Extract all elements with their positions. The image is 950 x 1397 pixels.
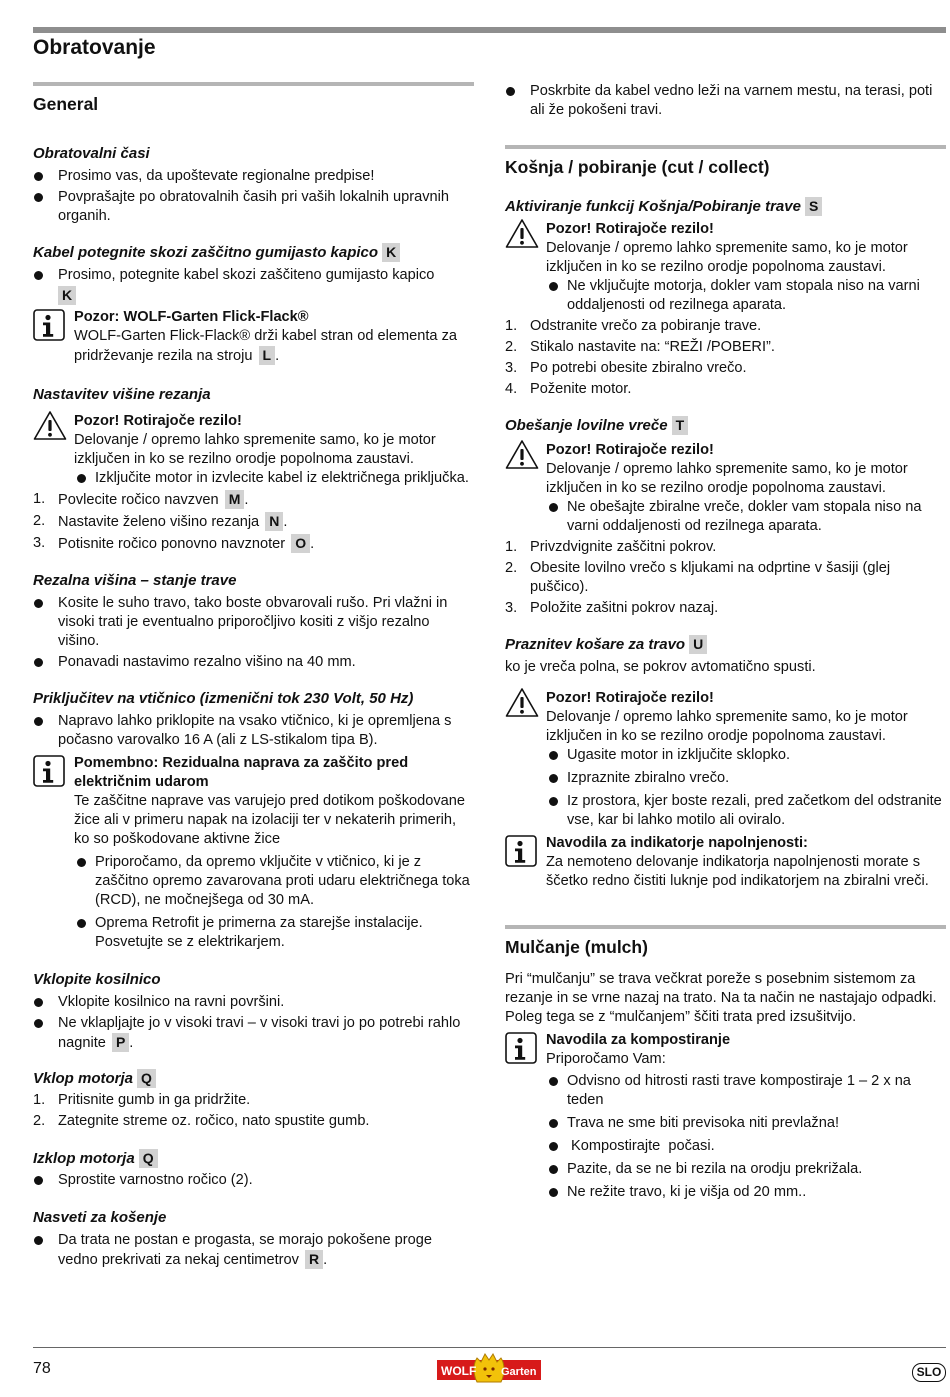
numbered-steps bbox=[505, 317, 946, 399]
bullet-list bbox=[33, 1171, 474, 1190]
warning-text: Delovanje / opremo lahko spremenite samo, ko je motor izključen in ko se rezilno orodje popolnoma zaustavi. bbox=[546, 461, 908, 496]
figure-ref-badge: O bbox=[291, 534, 310, 553]
subheading-grass-condition: Rezalna višina – stanje trave bbox=[33, 572, 237, 589]
warning-rotating-blade bbox=[33, 412, 474, 488]
punctuation: . bbox=[129, 1035, 134, 1051]
info-note-fill-indicator bbox=[505, 834, 946, 891]
step-number: 2. bbox=[505, 339, 518, 355]
list-item-text: Ne vklapljajte jo v visoki travi – v visoki travi jo po potrebi rahlo nagnite bbox=[58, 1015, 461, 1051]
warning-rotating-blade bbox=[505, 220, 946, 315]
figure-ref-badge: Q bbox=[137, 1069, 156, 1088]
warning-icon bbox=[505, 687, 539, 718]
section-heading-mulch: Mulčanje (mulch) bbox=[505, 925, 946, 958]
step-item bbox=[505, 538, 946, 557]
figure-ref-badge: K bbox=[58, 286, 76, 305]
list-item: Kosite le suho travo, tako boste obvarovali rušo. Pri vlažni in visoki trati je eventualno priporočljivo kositi z višjo rezalno višino. bbox=[33, 594, 474, 651]
subheading-activate-collect bbox=[505, 197, 946, 217]
subheading-cutting-height: Nastavitev višine rezanja bbox=[33, 386, 211, 403]
punctuation: . bbox=[323, 1252, 328, 1268]
note-text: Za nemoteno delovanje indikatorja napolnjenosti morate s ščetko redno čistiti luknje pod indikatorjem na zbiralni vreči. bbox=[546, 854, 929, 889]
language-badge: SLO bbox=[912, 1363, 946, 1382]
note-title: Navodila za kompostiranje bbox=[546, 1032, 731, 1048]
list-item: Ne vključujte motorja, dokler vam stopala niso na varni oddaljenosti od rezilnega aparata. bbox=[546, 277, 946, 315]
step-text: Poženite motor. bbox=[530, 381, 632, 397]
note-title: Navodila za indikatorje napolnjenosti: bbox=[546, 835, 808, 851]
list-item: Ugasite motor in izključite sklopko. bbox=[546, 746, 946, 765]
left-column bbox=[33, 82, 474, 1272]
warning-text: Delovanje / opremo lahko spremenite samo, ko je motor izključen in ko se rezilno orodje popolnoma zaustavi. bbox=[546, 240, 908, 275]
step-text: Obesite lovilno vrečo s kljukami na odprtine v šasiji (glej puščico). bbox=[530, 560, 891, 595]
step-number: 1. bbox=[505, 318, 518, 334]
bullet-list bbox=[505, 82, 946, 120]
bullet-list bbox=[546, 277, 946, 315]
subheading-text: Praznitev košare za travo bbox=[505, 636, 686, 653]
step-number: 3. bbox=[505, 600, 518, 616]
footer-rule bbox=[33, 1347, 946, 1348]
numbered-steps bbox=[33, 490, 474, 554]
warning-rotating-blade bbox=[505, 689, 946, 830]
list-item bbox=[33, 1231, 474, 1270]
info-note-rcd bbox=[33, 754, 474, 952]
punctuation: . bbox=[310, 536, 315, 552]
list-item: Priporočamo, da opremo vključite v vtičnico, ki je z zaščitno opremo zavarovana proti udaru električnega toka (RCD), ne močnejšega od 30 mA. bbox=[74, 853, 474, 910]
step-item bbox=[33, 1112, 474, 1131]
figure-ref-badge: T bbox=[672, 416, 689, 435]
step-text: Stikalo nastavite na: “REŽI /POBERI”. bbox=[530, 339, 775, 355]
list-item: Pazite, da se ne bi rezila na orodju prekrižala. bbox=[546, 1160, 946, 1179]
bullet-list bbox=[33, 594, 474, 672]
note-text: Priporočamo Vam: bbox=[546, 1051, 666, 1067]
step-item bbox=[33, 512, 474, 532]
page-title: Obratovanje bbox=[33, 36, 156, 59]
figure-ref-badge: R bbox=[305, 1250, 323, 1269]
step-item bbox=[505, 359, 946, 378]
warning-title: Pozor! Rotirajoče rezilo! bbox=[74, 413, 242, 429]
subheading-switch-on-mower: Vklopite kosilnico bbox=[33, 971, 161, 988]
section-heading-cut-collect: Košnja / pobiranje (cut / collect) bbox=[505, 145, 946, 178]
bullet-list bbox=[74, 469, 474, 488]
subheading-engine-off bbox=[33, 1149, 474, 1169]
section-heading-general: General bbox=[33, 82, 474, 115]
step-number: 1. bbox=[33, 1092, 46, 1108]
step-item bbox=[505, 380, 946, 399]
step-text: Odstranite vrečo za pobiranje trave. bbox=[530, 318, 762, 334]
step-item bbox=[33, 490, 474, 510]
list-item: Trava ne sme biti previsoka niti prevlažna! bbox=[546, 1114, 946, 1133]
info-icon bbox=[33, 755, 65, 787]
info-note-composting bbox=[505, 1031, 946, 1202]
paragraph: Pri “mulčanju” se trava večkrat poreže s posebnim sistemom za rezanje in se vrne nazaj na trato. Na ta način ne nastajajo odpadki. Poleg tega se z “mulčanjem” ščiti trata pred izsušitvijo. bbox=[505, 971, 937, 1025]
list-item: Izpraznite zbiralno vrečo. bbox=[546, 769, 946, 788]
warning-icon bbox=[505, 439, 539, 470]
logo-garten-text: Garten bbox=[501, 1366, 537, 1378]
list-item: Prosimo vas, da upoštevate regionalne predpise! bbox=[33, 167, 474, 186]
step-item bbox=[505, 599, 946, 618]
step-number: 2. bbox=[33, 513, 46, 529]
warning-icon bbox=[33, 410, 67, 441]
info-icon bbox=[505, 1032, 537, 1064]
step-text: Privzdvignite zaščitni pokrov. bbox=[530, 539, 717, 555]
list-item: Vklopite kosilnico na ravni površini. bbox=[33, 993, 474, 1012]
step-number: 4. bbox=[505, 381, 518, 397]
figure-ref-badge: Q bbox=[139, 1149, 158, 1168]
list-item: Napravo lahko priklopite na vsako vtičnico, ki je opremljena s počasno varovalko 16 A (ali z LS-stikalom tipa B). bbox=[33, 712, 474, 750]
step-text: Po potrebi obesite zbiralno vrečo. bbox=[530, 360, 747, 376]
step-number: 3. bbox=[33, 535, 46, 551]
subheading-cable-cap bbox=[33, 243, 474, 263]
subheading-text: Kabel potegnite skozi zaščitno gumijasto kapico bbox=[33, 244, 379, 261]
step-text: Položite zašitni pokrov nazaj. bbox=[530, 600, 719, 616]
subheading-text: Izklop motorja bbox=[33, 1150, 135, 1167]
warning-rotating-blade bbox=[505, 441, 946, 536]
page-number: 78 bbox=[33, 1360, 51, 1377]
step-text: Nastavite želeno višino rezanja bbox=[58, 514, 260, 530]
punctuation: . bbox=[244, 492, 249, 508]
figure-ref-badge: N bbox=[265, 512, 283, 531]
list-item-text: Prosimo, potegnite kabel skozi zaščiteno gumijasto kapico bbox=[58, 267, 435, 283]
bullet-list bbox=[33, 993, 474, 1053]
subheading-text: Aktiviranje funkcij Košnja/Pobiranje trave bbox=[505, 198, 801, 215]
step-text: Potisnite ročico ponovno navznoter bbox=[58, 536, 286, 552]
bullet-list bbox=[33, 1231, 474, 1270]
step-text: Povlecite ročico navzven bbox=[58, 492, 219, 508]
warning-title: Pozor! Rotirajoče rezilo! bbox=[546, 221, 714, 237]
step-number: 2. bbox=[505, 560, 518, 576]
bullet-list bbox=[546, 1072, 946, 1202]
logo-wolf-text: WOLF bbox=[441, 1364, 477, 1378]
right-column bbox=[505, 82, 946, 1204]
note-text: Te zaščitne naprave vas varujejo pred dotikom poškodovane žice ali v primeru napak na izolaciji ter v nekaterih primerih, ko so poškodovane aktivne žice bbox=[74, 793, 466, 847]
list-item: Ne obešajte zbiralne vreče, dokler vam stopala niso na varni oddaljenosti od rezilnega aparata. bbox=[546, 498, 946, 536]
subheading-mowing-tips: Nasveti za košenje bbox=[33, 1209, 167, 1226]
subheading-text: Vklop motorja bbox=[33, 1070, 134, 1087]
step-number: 1. bbox=[505, 539, 518, 555]
list-item: Kompostirajte počasi. bbox=[546, 1137, 946, 1156]
punctuation: . bbox=[275, 348, 280, 364]
note-text bbox=[74, 327, 474, 366]
step-number: 2. bbox=[33, 1113, 46, 1129]
step-number: 3. bbox=[505, 360, 518, 376]
figure-ref-badge: P bbox=[112, 1033, 129, 1052]
figure-ref-badge: K bbox=[382, 243, 400, 262]
figure-ref-badge: U bbox=[689, 635, 707, 654]
bullet-list bbox=[546, 746, 946, 830]
note-body: WOLF-Garten Flick-Flack® drži kabel stran od elementa za pridrževanje rezila na stroju bbox=[74, 328, 458, 364]
step-item bbox=[33, 534, 474, 554]
step-item bbox=[505, 338, 946, 357]
top-rule bbox=[33, 27, 946, 33]
figure-ref-badge: L bbox=[259, 346, 276, 365]
subheading-engine-on bbox=[33, 1069, 474, 1089]
subheading-power-connection: Priključitev na vtičnico (izmenični tok 230 Volt, 50 Hz) bbox=[33, 690, 414, 707]
warning-text: Delovanje / opremo lahko spremenite samo, ko je motor izključen in ko se rezilno orodje popolnoma zaustavi. bbox=[74, 432, 436, 467]
subheading-empty-basket bbox=[505, 635, 946, 655]
step-item bbox=[505, 559, 946, 597]
step-number: 1. bbox=[33, 491, 46, 507]
step-text: Pritisnite gumb in ga pridržite. bbox=[58, 1092, 251, 1108]
wolf-garten-logo bbox=[437, 1352, 541, 1384]
figure-ref-badge: S bbox=[805, 197, 822, 216]
bullet-list bbox=[33, 266, 474, 306]
list-item: Sprostite varnostno ročico (2). bbox=[33, 1171, 474, 1190]
list-item: Ponavadi nastavimo rezalno višino na 40 mm. bbox=[33, 653, 474, 672]
note-title: Pomembno: Rezidualna naprava za zaščito pred električnim udarom bbox=[74, 755, 409, 790]
subheading-operating-times: Obratovalni časi bbox=[33, 145, 150, 162]
subheading-hang-bag bbox=[505, 416, 946, 436]
warning-title: Pozor! Rotirajoče rezilo! bbox=[546, 442, 714, 458]
note-title: Pozor: WOLF-Garten Flick-Flack® bbox=[74, 309, 309, 325]
info-icon bbox=[505, 835, 537, 867]
subheading-text: Obešanje lovilne vreče bbox=[505, 417, 668, 434]
warning-title: Pozor! Rotirajoče rezilo! bbox=[546, 690, 714, 706]
figure-ref-badge: M bbox=[225, 490, 245, 509]
bullet-list bbox=[33, 712, 474, 750]
list-item: Povprašajte po obratovalnih časih pri vaših lokalnih upravnih organih. bbox=[33, 188, 474, 226]
list-item bbox=[33, 266, 474, 306]
numbered-steps bbox=[33, 1091, 474, 1131]
paragraph: ko je vreča polna, se pokrov avtomatično spusti. bbox=[505, 659, 816, 675]
warning-text: Delovanje / opremo lahko spremenite samo, ko je motor izključen in ko se rezilno orodje popolnoma zaustavi. bbox=[546, 709, 908, 744]
list-item: Oprema Retrofit je primerna za starejše instalacije. Posvetujte se z elektrikarjem. bbox=[74, 914, 474, 952]
step-item bbox=[505, 317, 946, 336]
list-item bbox=[33, 1014, 474, 1053]
info-note-flick-flack bbox=[33, 308, 474, 366]
list-item: Izključite motor in izvlecite kabel iz električnega priključka. bbox=[74, 469, 474, 488]
list-item: Iz prostora, kjer boste rezali, pred začetkom del odstranite vse, kar bi lahko motilo ali oviralo. bbox=[546, 792, 946, 830]
step-text: Zategnite streme oz. ročico, nato spustite gumb. bbox=[58, 1113, 370, 1129]
punctuation: . bbox=[283, 514, 288, 530]
list-item: Poskrbite da kabel vedno leži na varnem mestu, na terasi, poti ali že pokošeni travi. bbox=[505, 82, 946, 120]
list-item-text: Da trata ne postan e progasta, se morajo pokošene proge vedno prekrivati za nekaj centimetrov bbox=[58, 1232, 433, 1268]
numbered-steps bbox=[505, 538, 946, 618]
bullet-list bbox=[546, 498, 946, 536]
bullet-list bbox=[33, 167, 474, 226]
list-item: Odvisno od hitrosti rasti trave kompostiraje 1 – 2 x na teden bbox=[546, 1072, 946, 1110]
list-item: Ne režite travo, ki je višja od 20 mm.. bbox=[546, 1183, 946, 1202]
warning-icon bbox=[505, 218, 539, 249]
info-icon bbox=[33, 309, 65, 341]
bullet-list bbox=[74, 853, 474, 952]
step-item bbox=[33, 1091, 474, 1110]
